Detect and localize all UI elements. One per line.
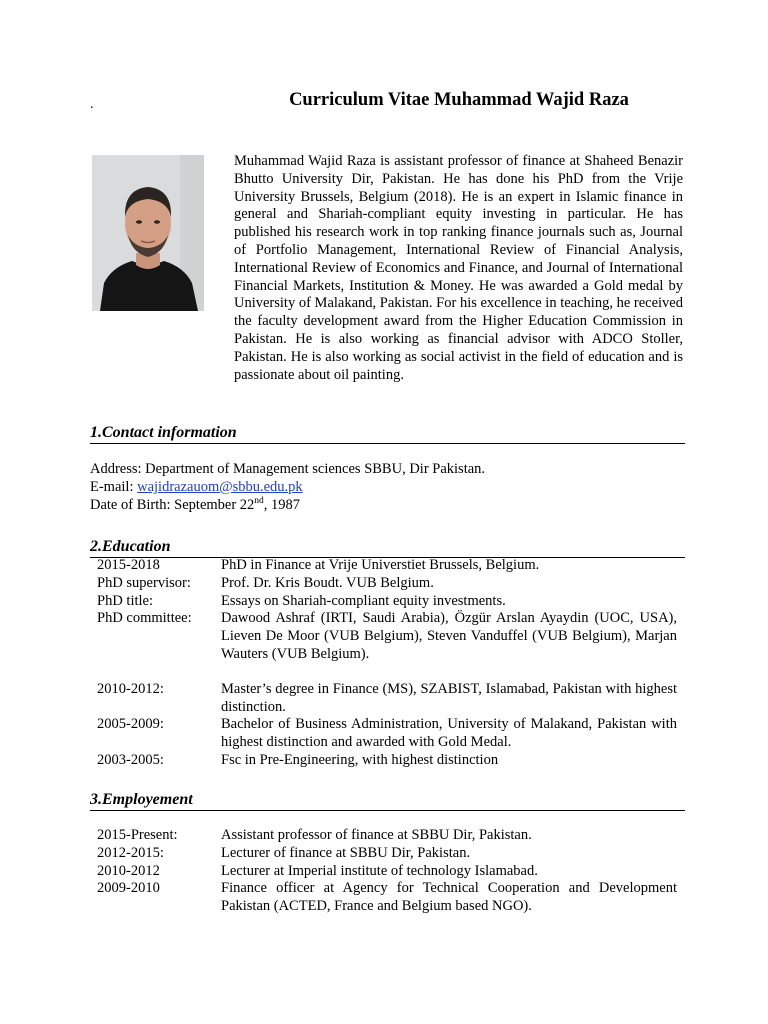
row-label: PhD committee: xyxy=(97,610,192,627)
contact-email-line xyxy=(90,479,685,497)
email-link[interactable]: wajidrazauom@sbbu.edu.pk xyxy=(137,478,303,495)
employment-section-heading: 3.Employement xyxy=(90,791,685,811)
table-row xyxy=(90,593,685,611)
education-table xyxy=(90,557,685,770)
page-title: Curriculum Vitae Muhammad Wajid Raza xyxy=(289,90,629,110)
row-value: Bachelor of Business Administration, University of Malakand, Pakistan with highest distinction and awarded with Gold Medal. xyxy=(221,716,677,751)
biography-paragraph: Muhammad Wajid Raza is assistant professor of finance at Shaheed Benazir Bhutto University Dir, Pakistan. He has done his PhD from the Vrije University Brussels, Belgium (2018). He is an expert in Islamic finance in general and Shariah-compliant equity investing in particular. He has published his research work in top ranking finance journals such as, Journal of Portfolio Management, International Review of Financial Analysis, International Review of Economics and Finance, and Journal of International Financial Markets, Institution & Money. He was awarded a Gold medal by University of Malakand, Pakistan. For his excellence in teaching, he received the faculty development award from the Higher Education Commission in Pakistan. He is also working as financial advisor with ADCO Stoller, Pakistan. He is also working as social activist in the field of education and is passionate about oil painting. xyxy=(234,153,683,383)
profile-photo xyxy=(92,155,204,311)
row-value: Assistant professor of finance at SBBU Dir, Pakistan. xyxy=(221,827,532,843)
row-label: 2009-2010 xyxy=(97,880,160,897)
row-value: Master’s degree in Finance (MS), SZABIST, Islamabad, Pakistan with highest distinction. xyxy=(221,680,677,715)
row-label: 2005-2009: xyxy=(97,716,164,733)
row-label: 2010-2012: xyxy=(97,680,164,697)
row-value: Dawood Ashraf (IRTI, Saudi Arabia), Özgür Arslan Ayaydin (UOC, USA), Lieven De Moor (VUB Belgium), Steven Vanduffel (VUB Belgium), Marjan Wauters (VUB Belgium). xyxy=(221,610,677,662)
contact-address: Address: Department of Management sciences SBBU, Dir Pakistan. xyxy=(90,461,486,477)
row-label: 2012-2015: xyxy=(97,844,164,861)
row-value: Fsc in Pre-Engineering, with highest distinction xyxy=(221,751,499,768)
contact-dob xyxy=(90,497,685,515)
row-value: Lecturer at Imperial institute of technology Islamabad. xyxy=(221,862,538,879)
table-row xyxy=(90,880,685,916)
row-label: 2003-2005: xyxy=(97,751,164,768)
table-row xyxy=(90,557,685,575)
dob-text: Date of Birth: September 22 xyxy=(90,496,255,513)
table-row xyxy=(90,845,685,863)
table-row xyxy=(90,610,685,663)
table-row xyxy=(90,681,685,717)
table-row xyxy=(90,863,685,881)
table-row xyxy=(90,752,685,770)
table-row xyxy=(90,716,685,752)
row-label: 2015-2018 xyxy=(97,557,160,573)
row-label: PhD title: xyxy=(97,592,153,609)
contact-section-heading: 1.Contact information xyxy=(90,424,685,444)
row-label: PhD supervisor: xyxy=(97,574,191,591)
table-row xyxy=(90,575,685,593)
stray-dot: . xyxy=(90,97,94,112)
dob-superscript: nd xyxy=(254,495,264,506)
row-label: 2010-2012 xyxy=(97,862,160,879)
row-label: 2015-Present: xyxy=(97,827,178,843)
contact-block xyxy=(90,461,685,514)
row-value: PhD in Finance at Vrije Universtiet Brussels, Belgium. xyxy=(221,557,540,573)
education-section-heading: 2.Education xyxy=(90,538,685,558)
row-value: Prof. Dr. Kris Boudt. VUB Belgium. xyxy=(221,574,434,591)
row-value: Finance officer at Agency for Technical Cooperation and Development Pakistan (ACTED, France and Belgium based NGO). xyxy=(221,880,677,915)
table-row xyxy=(90,827,685,845)
email-label: E-mail: xyxy=(90,478,138,495)
row-value: Lecturer of finance at SBBU Dir, Pakistan. xyxy=(221,844,471,861)
dob-year: , 1987 xyxy=(263,496,301,513)
row-value: Essays on Shariah-compliant equity investments. xyxy=(221,592,506,609)
employment-table xyxy=(90,827,685,916)
